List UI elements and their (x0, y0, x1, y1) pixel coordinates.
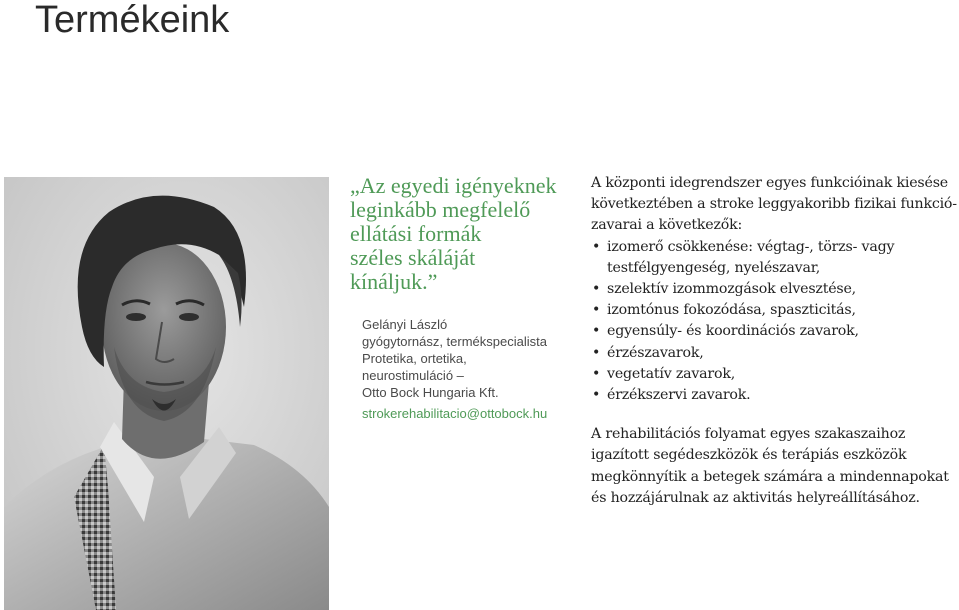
bullet-glyph: • (592, 344, 601, 361)
list-item (591, 279, 959, 300)
list-item (591, 321, 959, 342)
list-item (591, 237, 959, 279)
symptom-list (591, 237, 959, 407)
contact-role: gyógytornász, termékspecialista (362, 334, 547, 349)
text-line: szelektív izommozgások elvesztése, (607, 281, 856, 298)
text-line: zavarai a következők: (591, 217, 743, 234)
quote-line: kínáljuk.” (350, 269, 438, 294)
text-line: A rehabilitációs folyamat egyes szakaszaihoz (591, 426, 906, 443)
closing-paragraph (591, 424, 959, 509)
intro-paragraph (591, 173, 959, 237)
text-line: és hozzájárulnak az aktivitás helyreállításához. (591, 489, 920, 506)
contact-email-link[interactable]: strokerehabilitacio@ottobock.hu (362, 406, 548, 421)
portrait-photo (4, 177, 329, 610)
quote-line: ellátási formák (350, 221, 482, 246)
page-title: Termékeink (35, 0, 230, 41)
text-line: következtében a stroke leggyakoribb fizikai funkció- (591, 196, 957, 213)
text-line: egyensúly- és koordinációs zavarok, (607, 323, 859, 340)
list-item (591, 343, 959, 364)
contact-block (362, 316, 587, 422)
quote-line: „Az egyedi igényeknek (350, 173, 557, 198)
bullet-glyph: • (592, 281, 601, 298)
text-line: izomtónus fokozódása, spaszticitás, (607, 302, 856, 319)
list-item (591, 300, 959, 321)
text-line: érzészavarok, (607, 344, 704, 361)
text-line: vegetatív zavarok, (607, 365, 736, 382)
contact-name: Gelányi László (362, 317, 448, 332)
bullet-glyph: • (592, 238, 601, 255)
quote-line: leginkább megfelelő (350, 197, 531, 222)
bullet-glyph: • (592, 302, 601, 319)
list-item (591, 385, 959, 406)
text-line: megkönnyítik a betegek számára a mindennapokat (591, 468, 949, 485)
pull-quote (350, 174, 580, 294)
text-line: izomerő csökkenése: végtag-, törzs- vagy (607, 238, 895, 255)
quote-line: széles skáláját (350, 245, 476, 270)
bullet-glyph: • (592, 365, 601, 382)
bullet-glyph: • (592, 387, 601, 404)
contact-fields-2: neurostimuláció – (362, 368, 464, 383)
body-text (591, 173, 959, 509)
text-line: testfélgyengeség, nyelészavar, (607, 259, 821, 276)
text-line: A központi idegrendszer egyes funkcióinak kiesése (591, 175, 948, 191)
list-item (591, 364, 959, 385)
text-line: érzékszervi zavarok. (607, 387, 751, 404)
contact-company: Otto Bock Hungaria Kft. (362, 385, 499, 400)
bullet-glyph: • (592, 323, 601, 340)
text-line: igazított segédeszközök és terápiás eszközök (591, 447, 907, 464)
contact-fields: Protetika, ortetika, (362, 351, 467, 366)
